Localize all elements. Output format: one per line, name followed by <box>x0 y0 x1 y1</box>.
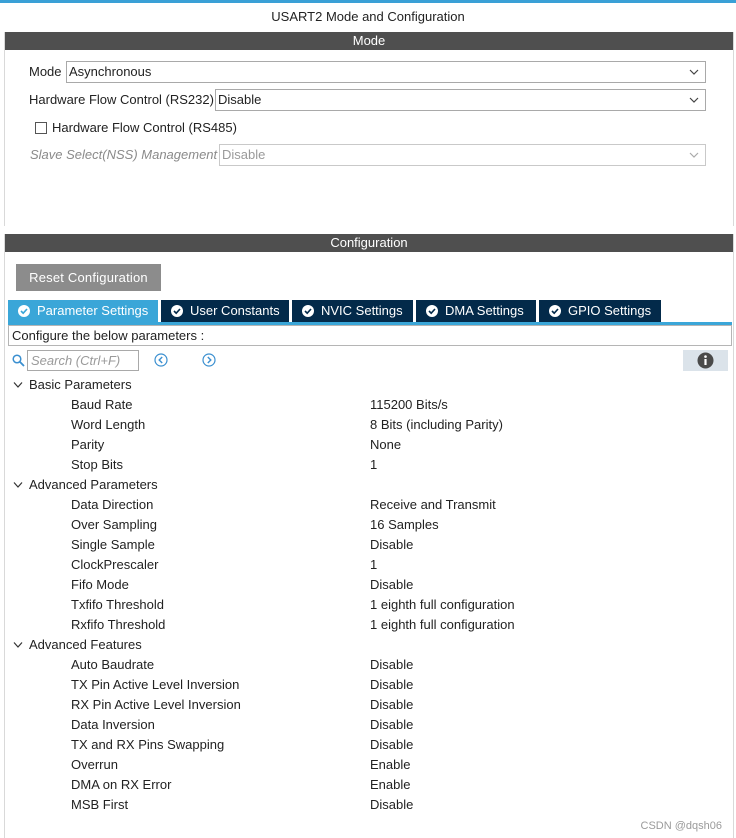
mode-section-header: Mode <box>5 32 733 50</box>
parameter-row[interactable] <box>5 415 735 435</box>
parameter-value: Enable <box>370 777 411 792</box>
parameter-name: ClockPrescaler <box>71 557 159 572</box>
check-circle-icon <box>18 305 30 317</box>
parameter-value: Disable <box>370 797 414 812</box>
chevron-down-icon <box>689 67 699 77</box>
parameter-value: 16 Samples <box>370 517 439 532</box>
configuration-panel <box>4 234 734 838</box>
parameter-row[interactable] <box>5 615 735 635</box>
tab-label: Parameter Settings <box>37 303 149 318</box>
check-circle-icon <box>302 305 314 317</box>
hw-flow-rs485-checkbox[interactable] <box>35 122 47 134</box>
tab-gpio-settings[interactable] <box>539 300 661 322</box>
tab-nvic-settings[interactable] <box>292 300 413 322</box>
tab-label: DMA Settings <box>445 303 524 318</box>
parameter-row[interactable] <box>5 495 735 515</box>
parameter-name: Overrun <box>71 757 118 772</box>
parameter-row[interactable] <box>5 395 735 415</box>
tab-parameter-settings[interactable] <box>8 300 158 322</box>
parameter-name: Word Length <box>71 417 146 432</box>
parameter-row[interactable] <box>5 695 735 715</box>
check-circle-icon <box>426 305 438 317</box>
mode-label: Mode <box>29 64 62 79</box>
nss-select <box>219 144 706 166</box>
mode-select[interactable] <box>66 61 706 83</box>
group-row[interactable] <box>5 475 735 495</box>
search-input[interactable]: Search (Ctrl+F) <box>27 350 139 371</box>
parameter-value: 8 Bits (including Parity) <box>370 417 503 432</box>
parameters-description: Configure the below parameters : <box>8 325 732 346</box>
nss-select-value: Disable <box>222 147 266 162</box>
parameter-name: Data Direction <box>71 497 154 512</box>
parameter-row[interactable] <box>5 575 735 595</box>
check-circle-icon <box>549 305 561 317</box>
tab-label: NVIC Settings <box>321 303 403 318</box>
parameter-value: 1 eighth full configuration <box>370 617 515 632</box>
parameter-value: Disable <box>370 577 414 592</box>
parameter-row[interactable] <box>5 595 735 615</box>
check-circle-icon <box>171 305 183 317</box>
parameter-name: DMA on RX Error <box>71 777 172 792</box>
hw-flow-rs232-label: Hardware Flow Control (RS232) <box>29 92 214 107</box>
configuration-section-header: Configuration <box>5 234 733 252</box>
group-row[interactable] <box>5 635 735 655</box>
parameter-name: Fifo Mode <box>71 577 129 592</box>
parameter-row[interactable] <box>5 535 735 555</box>
hw-flow-rs232-value: Disable <box>218 92 262 107</box>
window-title: USART2 Mode and Configuration <box>0 3 736 32</box>
parameter-row[interactable] <box>5 455 735 475</box>
parameter-value: 115200 Bits/s <box>370 397 448 412</box>
parameter-row[interactable] <box>5 715 735 735</box>
parameter-name: TX Pin Active Level Inversion <box>71 677 240 692</box>
parameter-name: Over Sampling <box>71 517 157 532</box>
parameter-name: Baud Rate <box>71 397 133 412</box>
group-label: Advanced Parameters <box>29 477 158 492</box>
reset-configuration-button[interactable]: Reset Configuration <box>16 264 161 291</box>
parameter-name: Single Sample <box>71 537 155 552</box>
hw-flow-rs485-label: Hardware Flow Control (RS485) <box>52 120 237 135</box>
tab-label: User Constants <box>190 303 280 318</box>
parameter-value: Disable <box>370 697 414 712</box>
parameter-name: RX Pin Active Level Inversion <box>71 697 241 712</box>
mode-select-value: Asynchronous <box>69 64 152 79</box>
parameter-tree <box>5 375 735 815</box>
parameter-row[interactable] <box>5 435 735 455</box>
next-result-icon[interactable] <box>202 353 216 367</box>
parameter-value: Disable <box>370 677 414 692</box>
search-toolbar <box>8 350 732 372</box>
parameter-row[interactable] <box>5 655 735 675</box>
parameter-value: None <box>370 437 402 452</box>
previous-result-icon[interactable] <box>154 353 168 367</box>
hw-flow-rs232-select[interactable] <box>215 89 706 111</box>
parameter-row[interactable] <box>5 515 735 535</box>
search-icon <box>12 354 25 367</box>
parameter-value: Disable <box>370 657 414 672</box>
chevron-down-icon <box>689 95 699 105</box>
tab-label: GPIO Settings <box>568 303 652 318</box>
parameter-value: 1 eighth full configuration <box>370 597 515 612</box>
parameter-name: MSB First <box>71 797 129 812</box>
watermark: CSDN @dqsh06 <box>640 820 722 832</box>
parameter-value: Receive and Transmit <box>370 497 496 512</box>
parameter-row[interactable] <box>5 775 735 795</box>
chevron-down-icon <box>689 150 699 160</box>
parameter-value: Disable <box>370 737 414 752</box>
parameter-name: Txfifo Threshold <box>71 597 164 612</box>
parameter-value: Disable <box>370 537 414 552</box>
chevron-down-icon <box>13 481 23 489</box>
tab-dma-settings[interactable] <box>416 300 536 322</box>
nss-label: Slave Select(NSS) Management <box>30 147 218 162</box>
parameter-row[interactable] <box>5 675 735 695</box>
parameter-name: Auto Baudrate <box>71 657 155 672</box>
parameter-row[interactable] <box>5 795 735 815</box>
group-label: Basic Parameters <box>29 377 132 392</box>
parameter-value: 1 <box>370 457 378 472</box>
info-icon <box>697 352 714 369</box>
parameter-name: Data Inversion <box>71 717 155 732</box>
config-tabs <box>8 300 732 322</box>
parameter-value: 1 <box>370 557 378 572</box>
group-row[interactable] <box>5 375 735 395</box>
parameter-value: Enable <box>370 757 411 772</box>
parameter-name: TX and RX Pins Swapping <box>71 737 225 752</box>
parameter-row[interactable] <box>5 735 735 755</box>
mode-panel <box>4 32 734 226</box>
info-button[interactable] <box>683 350 728 371</box>
parameter-name: Rxfifo Threshold <box>71 617 166 632</box>
tab-user-constants[interactable] <box>161 300 289 322</box>
parameter-row[interactable] <box>5 755 735 775</box>
chevron-down-icon <box>13 641 23 649</box>
parameter-name: Stop Bits <box>71 457 124 472</box>
chevron-down-icon <box>13 381 23 389</box>
group-label: Advanced Features <box>29 637 142 652</box>
parameter-value: Disable <box>370 717 414 732</box>
parameter-row[interactable] <box>5 555 735 575</box>
parameter-name: Parity <box>71 437 105 452</box>
